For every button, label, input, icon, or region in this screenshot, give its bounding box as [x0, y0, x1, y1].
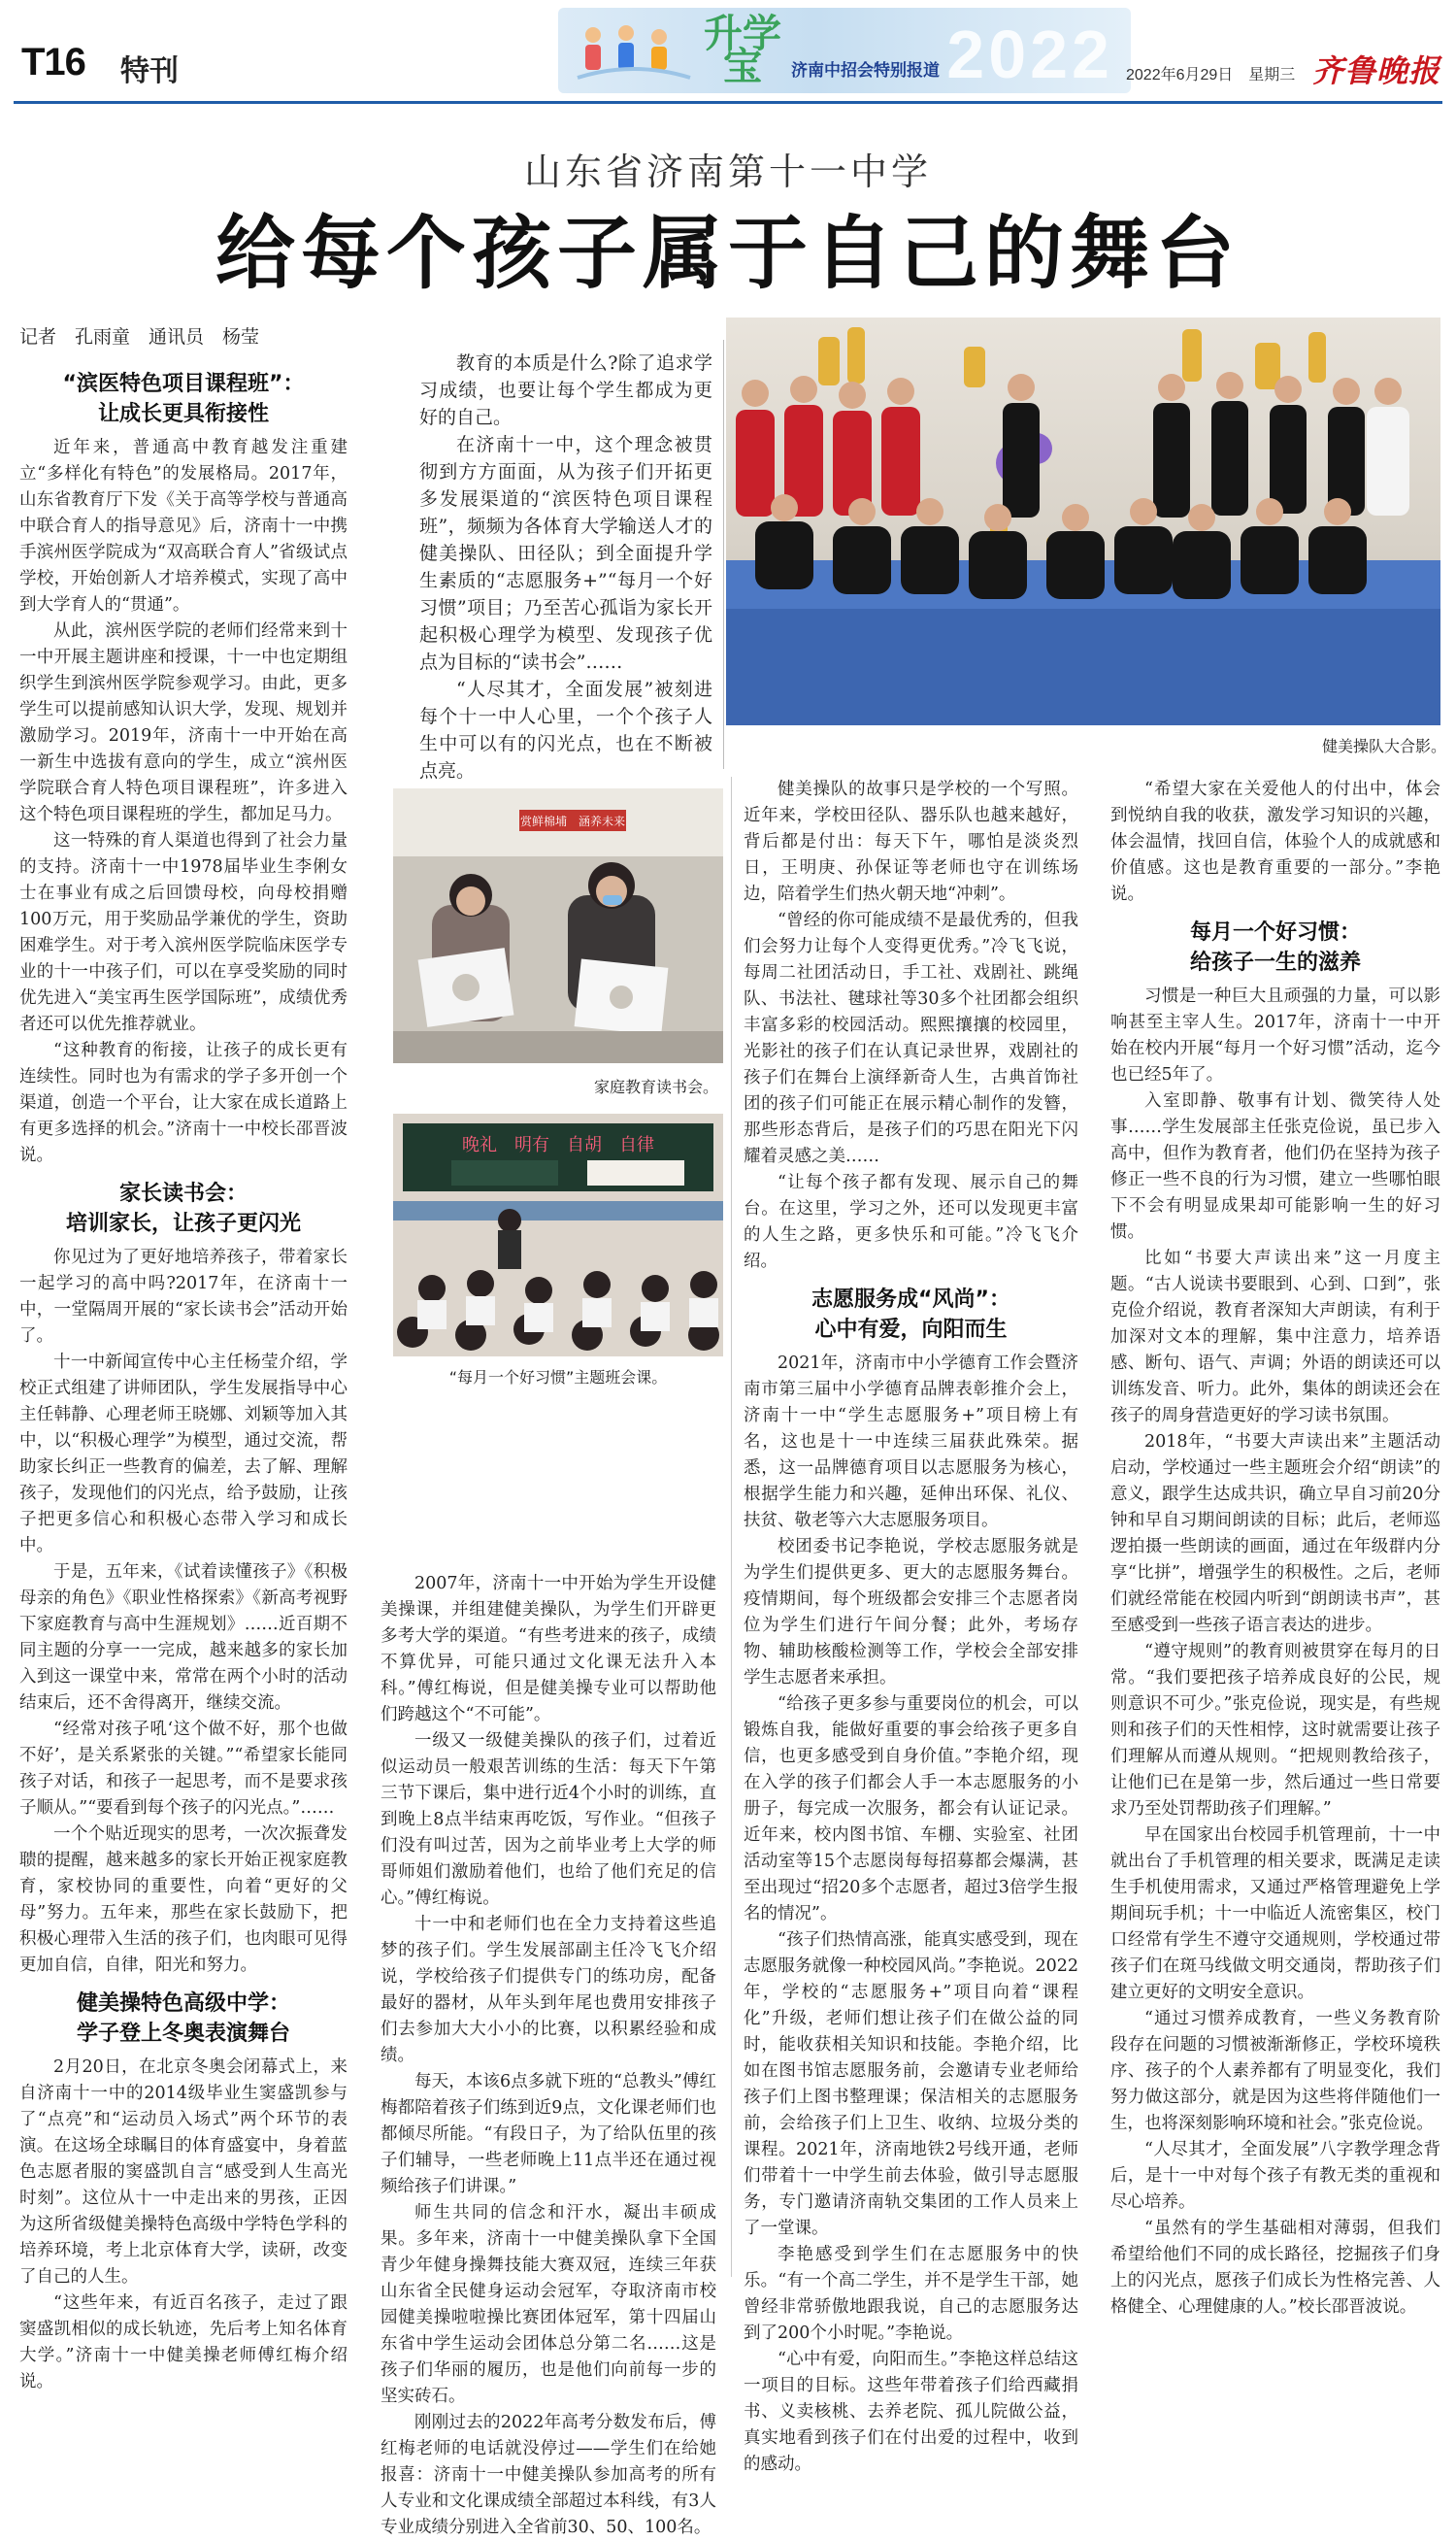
reading-club-photo: [393, 788, 723, 1063]
body-paragraph: 入室即静、敬事有计划、微笑待人处事……学生发展部主任张克俭说，虽已步入高中，但作为教育者，他们仍在坚持为孩子修正一些不良的行为习惯，建立一些哪怕眼下不会有明显成果却可能影响一生的好习惯。: [1110, 1091, 1440, 1242]
article-column-2: [381, 1571, 716, 2537]
body-paragraph: 习惯是一种巨大且顽强的力量，可以影响甚至主宰人生。2017年，济南十一中开始在校内开展“每月一个好习惯”活动，迄今也已经5年了。: [1110, 986, 1440, 1085]
body-paragraph: 校团委书记李艳说，学校志愿服务就是为学生们提供更多、更大的志愿服务舞台。疫情期间，每个班级都会安排三个志愿者岗位为学生们进行午间分餐；此外，考场存物、辅助核酸检测等工作，学校会全部安排学生志愿者来承担。: [744, 1537, 1078, 1688]
body-paragraph: “这种教育的衔接，让孩子的成长更有连续性。同时也为有需求的学子多开创一个渠道，创造一个平台，让大家在成长道路上有更多选择的机会。”济南十一中校长邵晋波说。: [19, 1041, 347, 1165]
banner-logo: 升学宝: [704, 11, 781, 89]
body-paragraph: 比如“书要大声读出来”这一月度主题。“古人说读书要眼到、心到、口到”，张克俭介绍说，教育者深知大声朗读，有利于加深对文本的理解，集中注意力，培养语感、断句、语气、声调；外语的朗读还可以训练发音、听力。此外，集体的朗读还会在孩子的周身营造更好的学习读书氛围。: [1110, 1249, 1440, 1425]
body-paragraph: “心中有爱，向阳而生。”李艳这样总结这一项目的目标。这些年带着孩子们给西藏捐书、义卖核桃、去养老院、孤儿院做公益，真实地看到孩子们在付出爱的过程中，收到的感动。: [744, 2350, 1078, 2474]
article-byline: 记者 孔雨童 通讯员 杨莹: [19, 326, 260, 348]
intro-paragraph: 在济南十一中，这个理念被贯彻到方方面面，从为孩子们开拓更多发展渠道的“滨医特色项目课程班”，频频为各体育大学输送人才的健美操队、田径队；到全面提升学生素质的“志愿服务+”“每月一个好习惯”项目；乃至苦心孤诣为家长开起积极心理学为模型、发现孩子优点为目标的“读书会”……: [419, 434, 712, 673]
reading-club-caption: 家庭教育读书会。: [593, 1078, 718, 1096]
body-paragraph: “人尽其才，全面发展”八字教学理念背后，是十一中对每个孩子有教无类的重视和尽心培养。: [1110, 2140, 1440, 2212]
body-paragraph: 健美操队的故事只是学校的一个写照。近年来，学校田径队、器乐队也越来越好，背后都是付出：每天下午，哪怕是淡炎烈日，王明庚、孙保证等老师也守在训练场边，陪着学生们热火朝天地“冲刺”。: [744, 780, 1078, 904]
intro-paragraph: 教育的本质是什么?除了追求学习成绩，也要让每个学生都成为更好的自己。: [419, 352, 712, 428]
section-heading: 健美操特色高级中学： 学子登上冬奥表演舞台: [76, 1991, 290, 2046]
habit-board-text: 晚礼 明有 自胡 自律: [462, 1135, 654, 1155]
special-report-banner: [558, 8, 1131, 93]
body-paragraph: “虽然有的学生基础相对薄弱，但我们希望给他们不同的成长路径，挖掘孩子们身上的闪光点，愿孩子们成长为性格完善、人格健全、心理健康的人。”校长邵晋波说。: [1110, 2219, 1440, 2317]
article-column-4: [1110, 777, 1440, 2317]
article-column-3: [744, 777, 1078, 2474]
section-heading: 志愿服务成“风尚”： 心中有爱，向阳而生: [811, 1287, 1010, 1342]
issue-date: 2022年6月29日 星期三: [1126, 67, 1296, 84]
body-paragraph: 一级又一级健美操队的孩子们，过着近似运动员一般艰苦训练的生活：每天下午第三节下课后，集中进行近4个小时的训练，直到晚上8点半结束再吃饭，写作业。“但孩子们没有叫过苦，因为之前毕业考上大学的师哥师姐们激励着他们，也给了他们充足的信心。”傅红梅说。: [381, 1731, 716, 1908]
banner-tagline: 济南中招会特别报道: [791, 61, 940, 81]
body-paragraph: “给孩子更多参与重要岗位的机会，可以锻炼自我，能做好重要的事会给孩子更多自信，也更多感受到自身价值。”李艳介绍，现在入学的孩子们都会人手一本志愿服务的小册子，每完成一次服务，都会有认证记录。近年来，校内图书馆、车棚、实验室、社团活动室等15个志愿岗每每招募都会爆满，甚至出现过“招20多个志愿者，超过3倍学生报名的情况”。: [744, 1694, 1078, 1923]
body-paragraph: “孩子们热情高涨，能真实感受到，现在志愿服务就像一种校园风尚。”李艳说。2022年，学校的“志愿服务+”项目向着“课程化”升级，老师们想让孩子们在做公益的同时，能收获相关知识和技能。李艳介绍，比如在图书馆志愿服务前，会邀请专业老师给孩子们上图书整理课；保洁相关的志愿服务前，会给孩子们上卫生、收纳、垃圾分类的课程。2021年，济南地铁2号线开通，老师们带着十一中学生前去体验，做引导志愿服务，专门邀请济南轨交集团的工作人员来上了一堂课。: [744, 1930, 1078, 2238]
article-column-1: [19, 359, 347, 2391]
body-paragraph: “曾经的你可能成绩不是最优秀的，但我们会努力让每个人变得更优秀。”冷飞飞说，每周二社团活动日，手工社、戏剧社、跳绳队、书法社、毽球社等30多个社团都会组织丰富多彩的校园活动。熙熙攘攘的校园里，光影社的孩子们在认真记录世界，戏剧社的孩子们在舞台上演绎新奇人生，古典首饰社团的孩子们可能正在展示精心制作的发簪，那些形态背后，是孩子们的巧思在阳光下闪耀着灵感之美……: [744, 911, 1078, 1166]
header-rule: [14, 101, 1442, 104]
body-paragraph: 2月20日，在北京冬奥会闭幕式上，来自济南十一中的2014级毕业生窦盛凯参与了“点亮”和“运动员入场式”两个环节的表演。在这场全球瞩目的体育盛宴中，身着蓝色志愿者服的窦盛凯自言“感受到人生高光时刻”。这位从十一中走出来的男孩，正因为这所省级健美操特色高级中学特色学科的培养环境，考上北京体育大学，读研，改变了自己的人生。: [19, 2057, 347, 2287]
body-paragraph: 从此，滨州医学院的老师们经常来到十一中开展主题讲座和授课，十一中也定期组织学生到滨州医学院参观学习。由此，更多学生可以提前感知认识大学，发现、规划并激励学习。2019年，济南十一中开始在高一新生中选拔有意向的学生，成立“滨州医学院联合育人特色项目课程班”，许多进入这个特色项目课程班的学生，都加足马力。: [19, 621, 347, 824]
reading-banner-text: 赏鲜棉埔 涵养未来: [519, 815, 626, 828]
body-paragraph: 你见过为了更好地培养孩子，带着家长一起学习的高中吗?2017年，在济南十一中，一堂隔周开展的“家长读书会”活动开始了。: [19, 1248, 347, 1346]
section-heading: 家长读书会： 培训家长，让孩子更闪光: [65, 1182, 301, 1236]
body-paragraph: 刚刚过去的2022年高考分数发布后，傅红梅老师的电话就没停过——学生们在给她报喜：济南十一中健美操队参加高考的所有人专业和文化课成绩全部超过本科线，有3人专业成绩分别进入全省前30、50、100名。: [381, 2413, 716, 2537]
body-paragraph: 每天，本该6点多就下班的“总教头”傅红梅都陪着孩子们练到近9点，文化课老师们也都倾尽所能。“有段日子，为了给队伍里的孩子们辅导，一些老师晚上11点半还在通过视频给孩子们讲课。”: [381, 2072, 716, 2196]
body-paragraph: 十一中和老师们也在全力支持着这些追梦的孩子们。学生发展部副主任冷飞飞介绍说，学校给孩子们提供专门的练功房，配备最好的器材，从年头到年尾也费用安排孩子们去参加大大小小的比赛，以积累经验和成绩。: [381, 1915, 716, 2065]
body-paragraph: 李艳感受到学生们在志愿服务中的快乐。“有一个高二学生，并不是学生干部，她曾经非常骄傲地跟我说，自己的志愿服务达到了200个小时呢。”李艳说。: [744, 2245, 1078, 2343]
body-paragraph: “希望大家在关爱他人的付出中，体会到悦纳自我的收获，激发学习知识的兴趣，体会温情，找回自信，体验个人的成就感和价值感。这也是教育重要的一部分。”李艳说。: [1110, 780, 1440, 904]
section-heading: 每月一个好习惯： 给孩子一生的滋养: [1189, 920, 1361, 975]
section-name: 特刊: [120, 54, 179, 88]
body-paragraph: 一个个贴近现实的思考，一次次振聋发聩的提醒，越来越多的家长开始正视家庭教育，家校协同的重要性，向着“更好的父母”努力。五年来，那些在家长鼓励下，把积极心理带入生活的孩子们，也肉眼可见得更加自信，自律，阳光和努力。: [19, 1824, 347, 1975]
banner-year: 2022: [946, 17, 1113, 92]
body-paragraph: 早在国家出台校园手机管理前，十一中就出台了手机管理的相关要求，既满足走读生手机使用需求，又通过严格管理避免上学期间玩手机；十一中临近人流密集区，校门口经常有学生不遵守交通规则，学校通过带孩子们在斑马线做文明交通岗，帮助孩子们建立更好的文明安全意识。: [1110, 1825, 1440, 2002]
intro-box: [419, 350, 712, 782]
habit-class-image: [393, 1114, 723, 1356]
body-paragraph: 十一中新闻宣传中心主任杨莹介绍，学校正式组建了讲师团队，学生发展指导中心主任韩静、心理老师王晓娜、刘颖等加入其中，以“积极心理学”为模型，通过交流，帮助家长纠正一些教育的偏差，去了解、理解孩子，发现他们的闪光点，给予鼓励，让孩子把更多信心和积极心态带入学习和成长中。: [19, 1353, 347, 1555]
body-paragraph: 2007年，济南十一中开始为学生开设健美操课，并组建健美操队，为学生们开辟更多考大学的渠道。“有些考进来的孩子，成绩不算优异，可能只通过文化课无法升入本科。”傅红梅说，但是健美操专业可以帮助他们跨越这个“不可能”。: [381, 1574, 716, 1724]
article-headline: 给每个孩子属于自己的舞台: [215, 207, 1241, 300]
body-paragraph: 2021年，济南市中小学德育工作会暨济南市第三届中小学德育品牌表彰推介会上，济南十一中“学生志愿服务+”项目榜上有名，这也是十一中连续三届获此殊荣。据悉，这一品牌德育项目以志愿服务为核心，根据学生能力和兴趣，延伸出环保、礼仪、扶贫、敬老等六大志愿服务项目。: [744, 1354, 1078, 1530]
body-paragraph: “遵守规则”的教育则被贯穿在每月的日常。“我们要把孩子培养成良好的公民，规则意识不可少。”张克俭说，现实是，有些规则和孩子们的天性相悖，这时就需要让孩子们理解从而遵从规则。“把规则教给孩子，让他们已在是第一步，然后通过一些日常要求乃至处罚帮助孩子们理解。”: [1110, 1642, 1440, 1819]
body-paragraph: 于是，五年来，《试着读懂孩子》《积极母亲的角色》《职业性格探索》《新高考视野下家庭教育与高中生涯规划》……近百期不同主题的分享一一完成，越来越多的家长加入到这一课堂中来，常常在两个小时的活动结束后，还不舍得离开，继续交流。: [19, 1562, 347, 1713]
page-header: [0, 0, 1456, 109]
habit-class-caption: “每月一个好习惯”主题班会课。: [448, 1368, 668, 1387]
team-photo-caption: 健美操队大合影。: [1321, 737, 1446, 755]
body-paragraph: 2018年，“书要大声读出来”主题活动启动，学校通过一些主题班会介绍“朗读”的意义，跟学生达成共识，确立早自习前20分钟和早自习期间朗读的目标；此后，老师巡逻拍摄一些朗读的画面，通过在年级群内分享“比拼”，增强学生的积极性。之后，老师们就经常能在校园内听到“朗朗读书声”，甚至感受到一些孩子语言表达的进步。: [1110, 1432, 1440, 1635]
team-photo: [726, 318, 1440, 725]
student-figures-icon: [576, 21, 692, 85]
body-paragraph: “让每个孩子都有发现、展示自己的舞台。在这里，学习之外，还可以发现更丰富的人生之路，更多快乐和可能。”冷飞飞介绍。: [744, 1173, 1078, 1271]
intro-paragraph: “人尽其才，全面发展”被刻进每个十一中人心里，一个个孩子人生中可以有的闪光点，也在不断被点亮。: [419, 679, 712, 782]
body-paragraph: “这些年来，有近百名孩子，走过了跟窦盛凯相似的成长轨迹，先后考上知名体育大学。”济南十一中健美操老师傅红梅介绍说。: [19, 2293, 347, 2391]
reading-club-image: [393, 788, 723, 1063]
body-paragraph: 近年来，普通高中教育越发注重建立“多样化有特色”的发展格局。2017年，山东省教育厅下发《关于高等学校与普通高中联合育人的指导意见》后，济南十一中携手滨州医学院成为“双高联合育人”省级试点学校，开始创新人才培养模式，实现了高中到大学育人的“贯通”。: [19, 438, 347, 615]
column-divider: [731, 777, 732, 2277]
aerobics-team-image: [726, 318, 1440, 725]
body-paragraph: 师生共同的信念和汗水，凝出丰硕成果。多年来，济南十一中健美操队拿下全国青少年健身操舞技能大赛双冠，连续三年获山东省全民健身运动会冠军，夺取济南市校园健美操啦啦操比赛团体冠军，第十四届山东省中学生运动会团体总分第二名……这是孩子们华丽的履历，也是他们向前每一步的坚实砖石。: [381, 2203, 716, 2406]
article-kicker: 山东省济南第十一中学: [523, 150, 932, 193]
body-paragraph: “通过习惯养成教育，一些义务教育阶段存在问题的习惯被渐渐修正，学校环境秩序、孩子的个人素养都有了明显变化，我们努力做这部分，就是因为这些将伴随他们一生，也将深刻影响环境和社会。”张克俭说。: [1110, 2009, 1440, 2133]
habit-class-photo: [393, 1114, 723, 1356]
page-number: T16: [21, 41, 85, 84]
section-heading: “滨医特色项目课程班”： 让成长更具衔接性: [62, 372, 305, 426]
newspaper-name: 齐鲁晚报: [1312, 52, 1441, 89]
body-paragraph: “经常对孩子吼‘这个做不好，那个也做不好’，是关系紧张的关键。”“希望家长能同孩子对话，和孩子一起思考，而不是要求孩子顺从。”“要看到每个孩子的闪光点。”……: [19, 1720, 347, 1818]
body-paragraph: 这一特殊的育人渠道也得到了社会力量的支持。济南十一中1978届毕业生李俐女士在事业有成之后回馈母校，向母校捐赠100万元，用于奖励品学兼优的学生，资助困难学生。对于考入滨州医学院临床医学专业的十一中孩子们，可以在享受奖励的同时优先进入“美宝再生医学国际班”，成绩优秀者还可以优先推荐就业。: [19, 831, 347, 1034]
